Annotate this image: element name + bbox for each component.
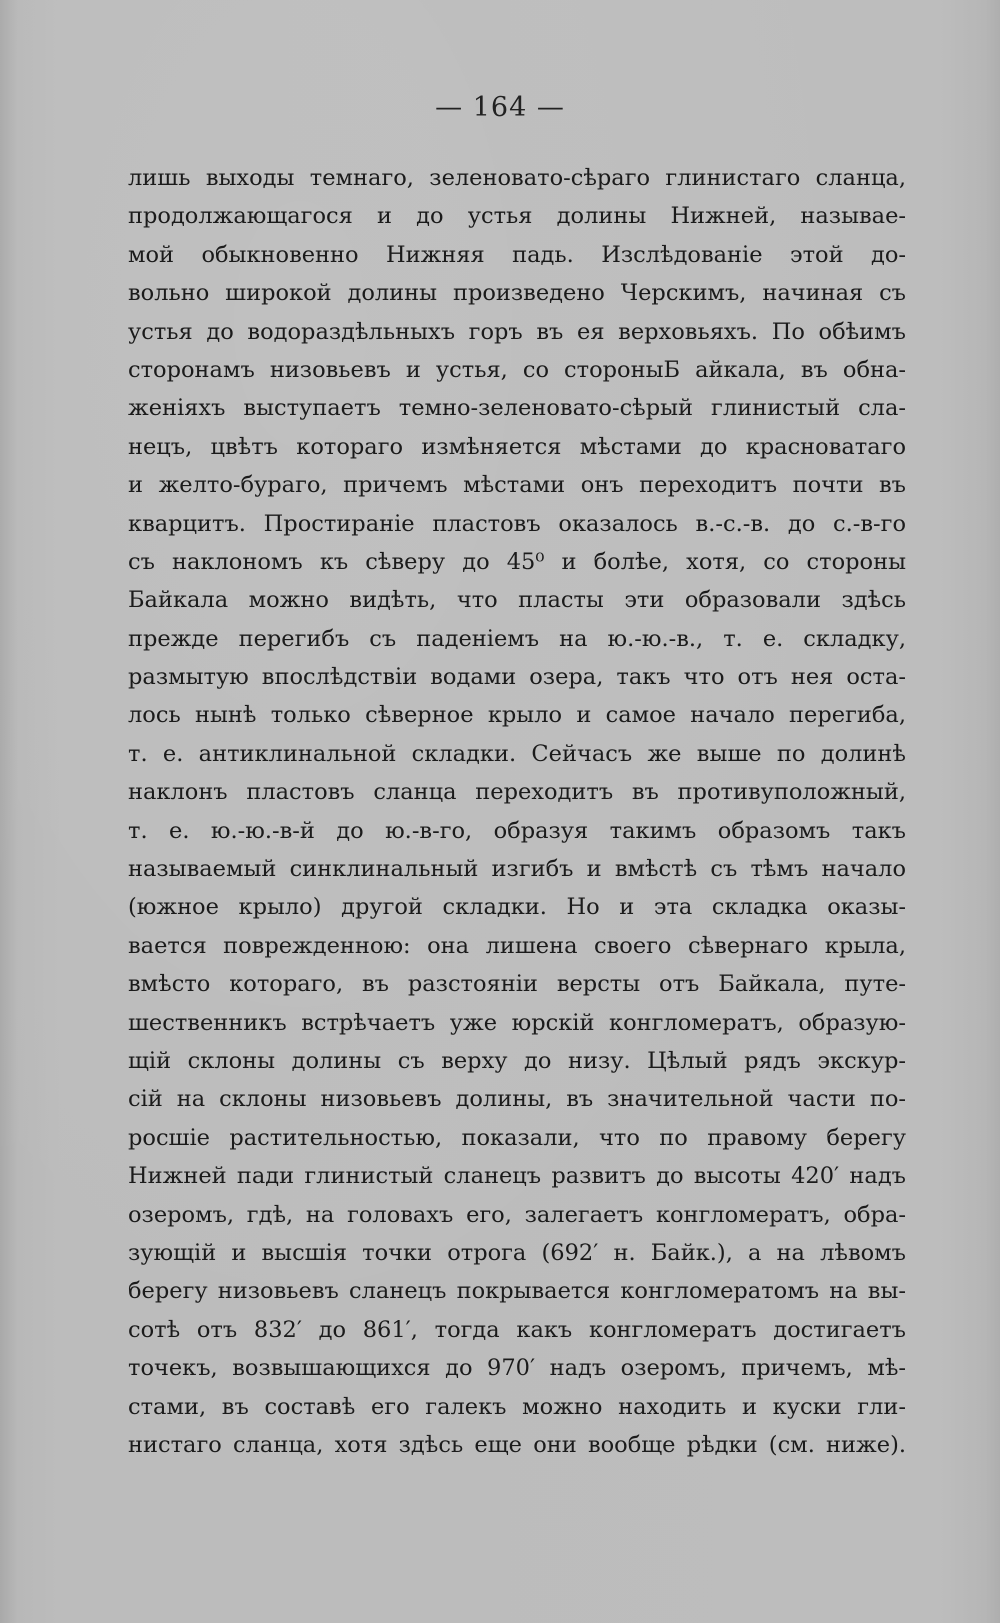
text-line: продолжающагося и до устья долины Нижней, называе- [128, 203, 906, 230]
text-line: озеромъ, гдѣ, на головахъ его, залегаетъ конгломератъ, обра- [128, 1201, 906, 1228]
text-line: лишь выходы темнаго, зеленовато-сѣраго глинистаго сланца, [128, 165, 906, 191]
text-line: вольно широкой долины произведено Черскимъ, начиная съ [128, 280, 906, 307]
text-line: сій на склоны низовьевъ долины, въ значительной части по- [128, 1086, 906, 1113]
text-line: росшіе растительностью, показали, что по правому берегу [128, 1124, 906, 1151]
text-line: щій склоны долины съ верху до низу. Цѣлый рядъ экскур- [128, 1047, 906, 1074]
text-line: стами, въ составѣ его галекъ можно находить и куски гли- [128, 1393, 906, 1420]
text-line: называемый синклинальный изгибъ и вмѣстѣ съ тѣмъ начало [128, 856, 906, 883]
text-line: лось нынѣ только сѣверное крыло и самое начало перегиба, [128, 702, 906, 729]
text-line: нистаго сланца, хотя здѣсь еще они вообще рѣдки (см. ниже). [128, 1431, 906, 1458]
text-line: Нижней пади глинистый сланецъ развитъ до высоты 420′ надъ [128, 1163, 906, 1190]
text-line: шественникъ встрѣчаетъ уже юрскій конгломератъ, образую- [128, 1009, 906, 1036]
text-line: т. е. ю.-ю.-в-й до ю.-в-го, образуя такимъ образомъ такъ [128, 817, 906, 844]
text-line: сотѣ отъ 832′ до 861′, тогда какъ конгломератъ достигаетъ [128, 1316, 906, 1343]
text-line: точекъ, возвышающихся до 970′ надъ озеромъ, причемъ, мѣ- [128, 1355, 906, 1382]
text-line: наклонъ пластовъ сланца переходитъ въ противуположный, [128, 779, 906, 806]
text-line: т. е. антиклинальной складки. Сейчасъ же выше по долинѣ [128, 740, 906, 767]
text-line: и желто-бураго, причемъ мѣстами онъ переходитъ почти въ [128, 472, 906, 499]
text-line: прежде перегибъ съ паденіемъ на ю.-ю.-в., т. е. складку, [128, 625, 906, 652]
text-line: устья до водораздѣльныхъ горъ въ ея верховьяхъ. По обѣимъ [128, 318, 906, 345]
text-line: съ наклономъ къ сѣверу до 45⁰ и болѣе, хотя, со стороны [128, 548, 906, 575]
text-line: (южное крыло) другой складки. Но и эта складка оказы- [128, 894, 906, 921]
text-line: женіяхъ выступаетъ темно-зеленовато-сѣрый глинистый сла- [128, 395, 906, 422]
text-line: вмѣсто котораго, въ разстояніи версты отъ Байкала, путе- [128, 971, 906, 998]
text-line: Байкала можно видѣть, что пласты эти образовали здѣсь [128, 587, 906, 614]
page-number: — 164 — [435, 92, 565, 123]
text-line: зующій и высшія точки отрога (692′ н. Байк.), а на лѣвомъ [128, 1239, 906, 1266]
text-line: сторонамъ низовьевъ и устья, со стороныБ айкала, въ обна- [128, 356, 906, 383]
body-text [128, 159, 906, 1464]
text-line: мой обыкновенно Нижняя падь. Изслѣдованіе этой до- [128, 241, 906, 268]
text-line: берегу низовьевъ сланецъ покрывается конгломератомъ на вы- [128, 1278, 906, 1305]
text-line: нецъ, цвѣтъ котораго измѣняется мѣстами до красноватаго [128, 433, 906, 460]
text-line: размытую впослѣдствіи водами озера, такъ что отъ нея оста- [128, 664, 906, 691]
text-line: кварцитъ. Простираніе пластовъ оказалось в.-с.-в. до с.-в-го [128, 510, 906, 537]
text-line: вается поврежденною: она лишена своего сѣвернаго крыла, [128, 932, 906, 959]
